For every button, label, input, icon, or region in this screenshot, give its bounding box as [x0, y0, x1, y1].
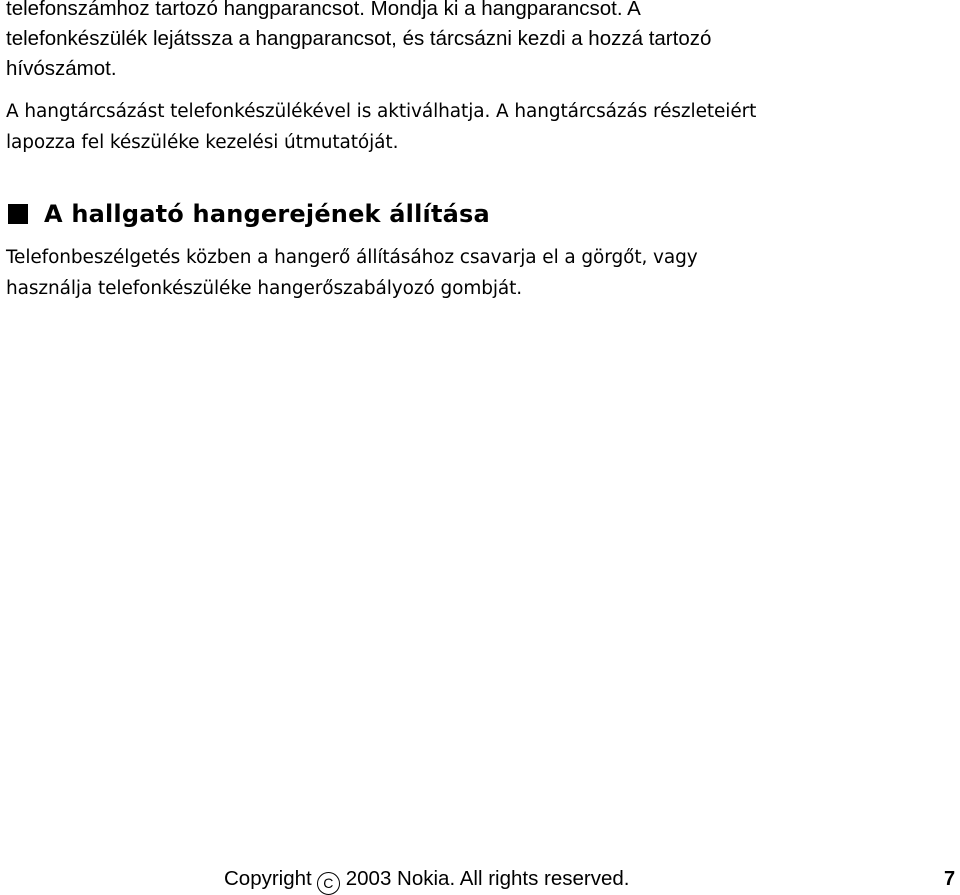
intro-paragraph	[6, 0, 906, 84]
section-paragraph	[6, 242, 956, 304]
section-line-1: Telefonbeszélgetés közben a hangerő állításához csavarja el a görgőt, vagy	[6, 247, 698, 268]
copyright-text: 2003 Nokia. All rights reserved.	[345, 867, 630, 890]
activation-line-2: lapozza fel készüléke kezelési útmutatóját.	[6, 132, 399, 153]
square-bullet-icon	[8, 204, 28, 224]
activation-line-1: A hangtárcsázást telefonkészülékével is aktiválhatja. A hangtárcsázás részleteiért	[6, 101, 757, 122]
section-line-2: használja telefonkészüléke hangerőszabályozó gombját.	[6, 278, 523, 299]
activation-paragraph	[6, 96, 956, 158]
section-heading-text: A hallgató hangerejének állítása	[44, 200, 490, 228]
copyright-word: Copyright	[224, 867, 312, 890]
copyright-footer	[224, 864, 629, 895]
intro-line-2: telefonkészülék lejátssza a hangparancsot, és tárcsázni kezdi a hozzá tartozó	[6, 27, 712, 50]
copyright-icon: C	[317, 872, 340, 895]
page-number: 7	[944, 868, 956, 890]
intro-line-3: hívószámot.	[6, 57, 117, 80]
intro-line-1: telefonszámhoz tartozó hangparancsot. Mondja ki a hangparancsot. A	[6, 0, 641, 20]
section-heading	[8, 196, 490, 232]
